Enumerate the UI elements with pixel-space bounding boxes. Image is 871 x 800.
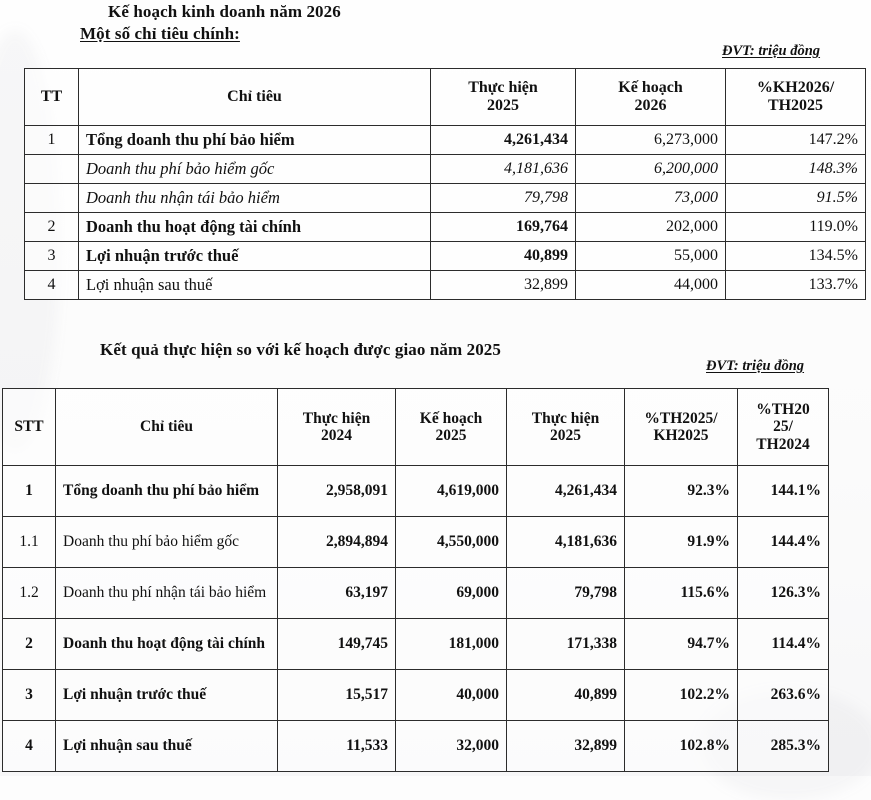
cell-actual-2025: 79,798 (507, 568, 625, 619)
table-plan-2026 (24, 68, 866, 300)
cell-actual-2025: 40,899 (507, 670, 625, 721)
cell-indicator: Lợi nhuận sau thuế (56, 721, 278, 772)
cell-pct-th2025-kh2025: 102.8% (625, 721, 738, 772)
cell-actual-2025: 40,899 (431, 242, 576, 271)
cell-stt: 3 (3, 670, 56, 721)
cell-pct-kh2026-th2025: 133.7% (726, 271, 866, 300)
table-header-row (3, 389, 829, 466)
cell-plan-2026: 6,273,000 (576, 126, 726, 155)
cell-pct-kh2026-th2025: 119.0% (726, 213, 866, 242)
cell-actual-2025: 4,181,636 (507, 517, 625, 568)
col-header-indicator-label: Chỉ tiêu (227, 88, 282, 106)
col-header-pct-line1: %KH2026/ (756, 79, 835, 97)
cell-plan-2025: 32,000 (396, 721, 507, 772)
cell-stt: 2 (3, 619, 56, 670)
cell-tt: 3 (25, 242, 79, 271)
cell-actual-2025: 79,798 (431, 184, 576, 213)
section1-title: Kế hoạch kinh doanh năm 2026 (108, 2, 341, 21)
cell-stt: 1.1 (3, 517, 56, 568)
col-header-stt (3, 389, 56, 466)
cell-pct-kh2026-th2025: 147.2% (726, 126, 866, 155)
cell-actual-2025: 4,261,434 (507, 466, 625, 517)
col-header-actual-2025 (507, 389, 625, 466)
cell-actual-2024: 15,517 (278, 670, 396, 721)
cell-pct-th2025-kh2025: 102.2% (625, 670, 738, 721)
cell-plan-2025: 181,000 (396, 619, 507, 670)
col-header-stt-label: STT (14, 418, 44, 436)
table-header-row (25, 69, 866, 126)
col-header-actual-2024-line2: 2024 (321, 427, 352, 444)
cell-actual-2024: 149,745 (278, 619, 396, 670)
table-row (3, 517, 829, 568)
cell-pct-kh2026-th2025: 91.5% (726, 184, 866, 213)
cell-actual-2025: 4,181,636 (431, 155, 576, 184)
col-header-pct-th2025-th2024 (738, 389, 829, 466)
cell-plan-2026: 6,200,000 (576, 155, 726, 184)
cell-pct-th2025-th2024: 144.1% (738, 466, 829, 517)
col-header-tt (25, 69, 79, 126)
cell-actual-2025: 169,764 (431, 213, 576, 242)
cell-pct-kh2026-th2025: 148.3% (726, 155, 866, 184)
table-row (3, 466, 829, 517)
cell-actual-2024: 2,894,894 (278, 517, 396, 568)
cell-actual-2025: 32,899 (431, 271, 576, 300)
cell-plan-2025: 40,000 (396, 670, 507, 721)
cell-actual-2025: 171,338 (507, 619, 625, 670)
cell-indicator: Lợi nhuận sau thuế (79, 271, 431, 300)
cell-tt: 1 (25, 126, 79, 155)
col-header-plan-2025 (396, 389, 507, 466)
cell-indicator: Lợi nhuận trước thuế (56, 670, 278, 721)
cell-actual-2024: 63,197 (278, 568, 396, 619)
cell-actual-2025: 32,899 (507, 721, 625, 772)
cell-pct-th2025-th2024: 144.4% (738, 517, 829, 568)
col-header-pct-kh2026-th2025 (726, 69, 866, 126)
table-row (3, 721, 829, 772)
col-header-actual-2024-line1: Thực hiện (302, 409, 371, 427)
col-header-indicator (56, 389, 278, 466)
cell-indicator: Doanh thu nhận tái bảo hiểm (79, 184, 431, 213)
col-header-pct2-line3: TH2024 (756, 435, 810, 453)
col-header-actual-2025-line2: 2025 (550, 427, 581, 444)
table-row (3, 670, 829, 721)
cell-plan-2026: 44,000 (576, 271, 726, 300)
col-header-plan-2025-line1: Kế hoạch (419, 409, 483, 427)
col-header-plan-2025-line2: 2025 (435, 427, 467, 444)
col-header-indicator (79, 69, 431, 126)
cell-plan-2025: 4,550,000 (396, 517, 507, 568)
col-header-plan-2026-line1: Kế hoạch (618, 79, 683, 97)
cell-pct-th2025-th2024: 285.3% (738, 721, 829, 772)
cell-pct-th2025-kh2025: 115.6% (625, 568, 738, 619)
cell-plan-2026: 55,000 (576, 242, 726, 271)
cell-pct-th2025-th2024: 114.4% (738, 619, 829, 670)
cell-indicator: Doanh thu phí bảo hiểm gốc (79, 155, 431, 184)
col-header-pct-th2025-kh2025 (625, 389, 738, 466)
cell-tt (25, 155, 79, 184)
col-header-pct2-line1: %TH20 (756, 400, 810, 418)
col-header-indicator-label: Chỉ tiêu (140, 418, 193, 436)
cell-stt: 4 (3, 721, 56, 772)
col-header-actual-2025 (431, 69, 576, 126)
section2-title: Kết quả thực hiện so với kế hoạch được giao năm 2025 (100, 340, 501, 359)
table-result-2025 (2, 388, 829, 772)
table-row (3, 619, 829, 670)
table-row (25, 155, 866, 184)
table-row (25, 242, 866, 271)
cell-indicator: Doanh thu phí bảo hiểm gốc (56, 517, 278, 568)
cell-plan-2026: 202,000 (576, 213, 726, 242)
table-row (3, 568, 829, 619)
cell-actual-2025: 4,261,434 (431, 126, 576, 155)
cell-indicator: Doanh thu hoạt động tài chính (79, 213, 431, 242)
table-row (25, 271, 866, 300)
cell-pct-th2025-kh2025: 94.7% (625, 619, 738, 670)
col-header-pct1-line1: %TH2025/ (644, 409, 718, 427)
cell-indicator: Doanh thu phí nhận tái bảo hiểm (56, 568, 278, 619)
cell-pct-kh2026-th2025: 134.5% (726, 242, 866, 271)
table-row (25, 213, 866, 242)
cell-pct-th2025-kh2025: 92.3% (625, 466, 738, 517)
cell-stt: 1.2 (3, 568, 56, 619)
cell-tt: 4 (25, 271, 79, 300)
col-header-pct-line2: TH2025 (767, 97, 824, 114)
col-header-tt-label: TT (40, 88, 63, 106)
col-header-pct2-line2: 25/ (773, 418, 793, 436)
cell-actual-2024: 2,958,091 (278, 466, 396, 517)
cell-indicator: Lợi nhuận trước thuế (79, 242, 431, 271)
cell-tt (25, 184, 79, 213)
cell-plan-2025: 69,000 (396, 568, 507, 619)
cell-plan-2026: 73,000 (576, 184, 726, 213)
col-header-actual-2025-line1: Thực hiện (531, 409, 600, 427)
col-header-plan-2026-line2: 2026 (634, 97, 667, 114)
col-header-plan-2026 (576, 69, 726, 126)
section2-unit-label: ĐVT: triệu đồng (706, 358, 805, 374)
col-header-actual-2025-line1: Thực hiện (468, 79, 538, 97)
col-header-pct1-line2: KH2025 (653, 427, 709, 444)
cell-stt: 1 (3, 466, 56, 517)
cell-pct-th2025-kh2025: 91.9% (625, 517, 738, 568)
table-row (25, 126, 866, 155)
table-row (25, 184, 866, 213)
cell-indicator: Tổng doanh thu phí bảo hiểm (79, 126, 431, 155)
cell-actual-2024: 11,533 (278, 721, 396, 772)
col-header-actual-2024 (278, 389, 396, 466)
section1-subtitle: Một số chỉ tiêu chính: (80, 24, 240, 43)
section1-unit-label: ĐVT: triệu đồng (722, 43, 821, 59)
cell-indicator: Doanh thu hoạt động tài chính (56, 619, 278, 670)
cell-pct-th2025-th2024: 263.6% (738, 670, 829, 721)
col-header-actual-2025-line2: 2025 (487, 97, 519, 114)
cell-tt: 2 (25, 213, 79, 242)
cell-indicator: Tổng doanh thu phí bảo hiểm (56, 466, 278, 517)
cell-pct-th2025-th2024: 126.3% (738, 568, 829, 619)
cell-plan-2025: 4,619,000 (396, 466, 507, 517)
